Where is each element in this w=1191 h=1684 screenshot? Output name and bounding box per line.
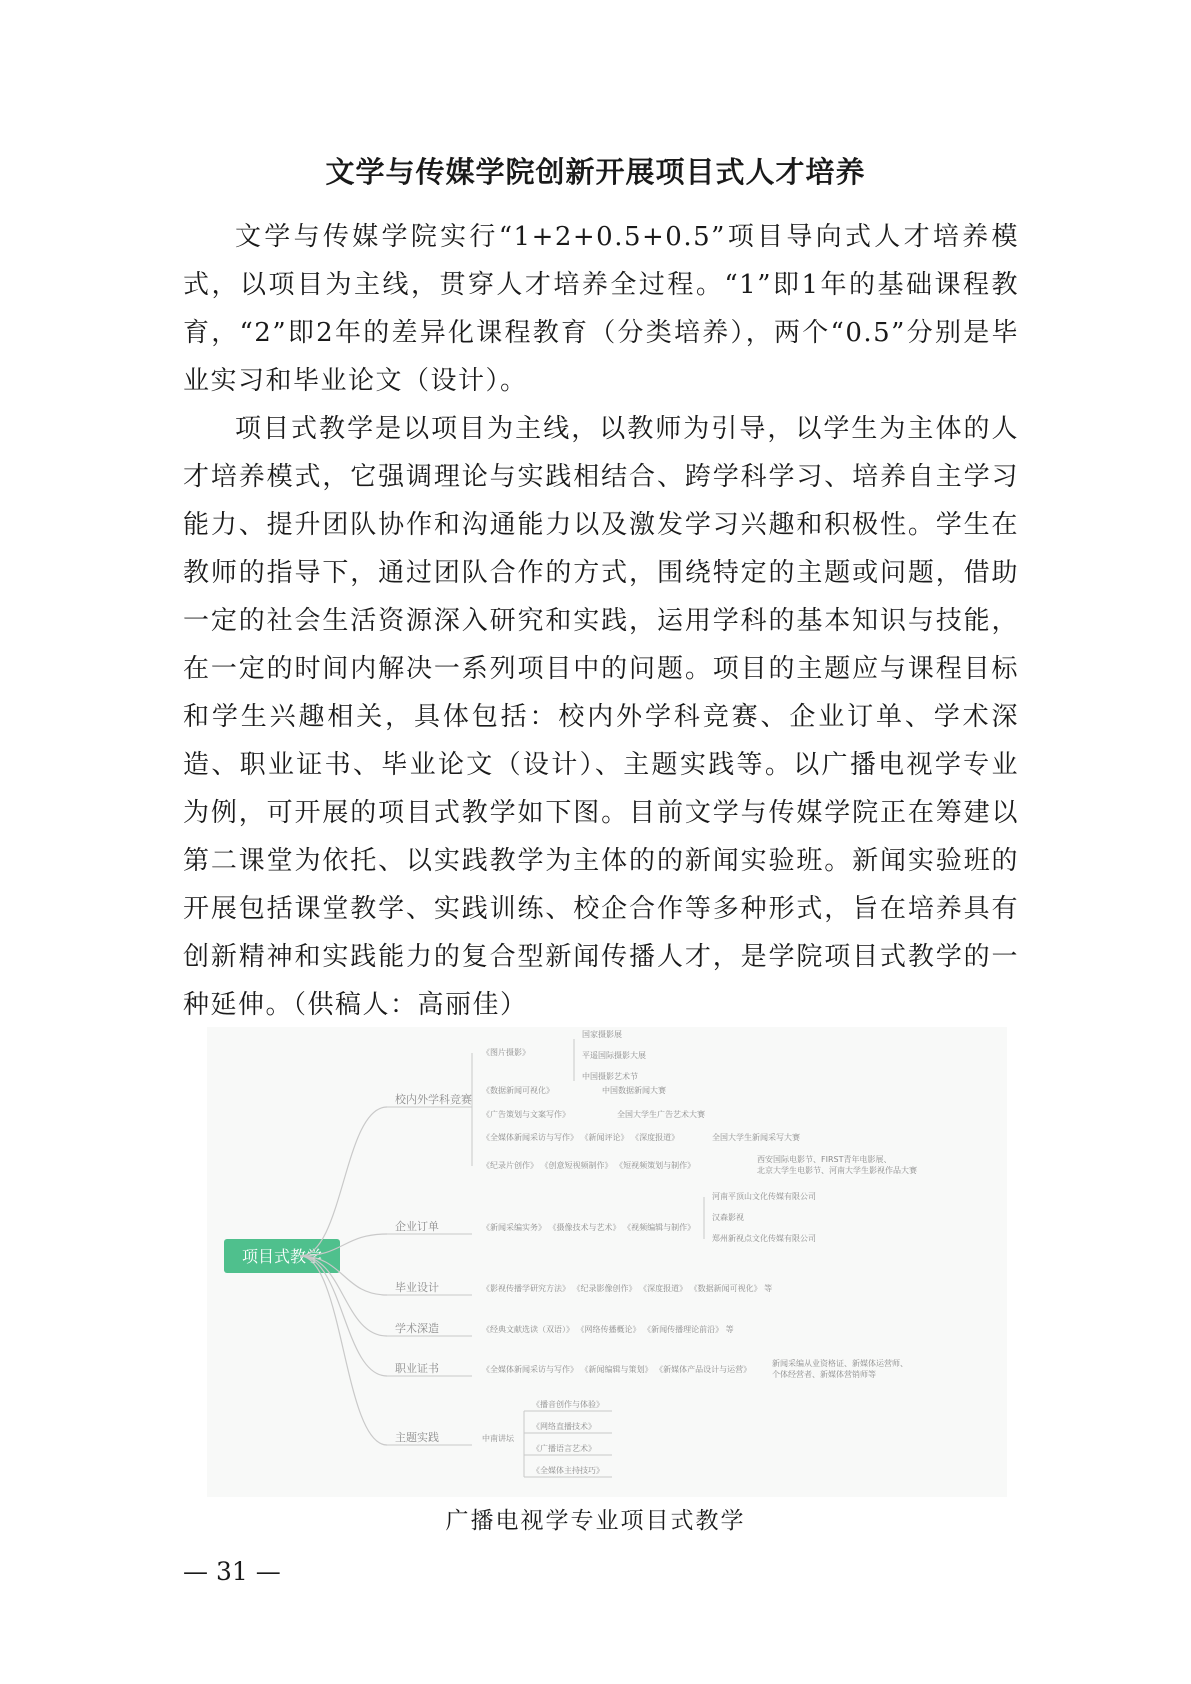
course-label: 《全媒体新闻采访与写作》 《新闻编辑与策划》 《新媒体产品设计与运营》 <box>482 1365 752 1374</box>
target-label: 中国数据新闻大赛 <box>602 1086 666 1095</box>
target-label: 个体经营者、新媒体营销师等 <box>772 1370 876 1379</box>
target-label: 全国大学生广告艺术大赛 <box>617 1110 705 1119</box>
course-label: 《纪录片创作》 《创意短视频制作》 《短视频策划与制作》 <box>482 1161 696 1170</box>
course-label: 《经典文献选读（双语）》 《网络传播概论》 《新闻传播理论前沿》 等 <box>482 1325 734 1334</box>
mindmap-figure <box>207 1027 1007 1497</box>
paragraph-1: 文学与传媒学院实行“1+2+0.5+0.5”项目导向式人才培养模式，以项目为主线，贯穿人才培养全过程。“1”即1年的基础课程教育，“2”即2年的差异化课程教育（分类培养），两个“0.5”分别是毕业实习和毕业论文（设计）。 <box>183 222 1019 396</box>
branch-label: 主题实践 <box>395 1431 439 1444</box>
target-label: 河南平顶山文化传媒有限公司 <box>712 1192 816 1201</box>
target-label: 《全媒体主持技巧》 <box>532 1466 604 1475</box>
branch-label: 学术深造 <box>395 1322 439 1335</box>
target-label: 北京大学生电影节、河南大学生影视作品大赛 <box>757 1166 917 1175</box>
target-label: 新闻采编从业资格证、新媒体运营师、 <box>772 1359 908 1368</box>
figure-caption: 广播电视学专业项目式教学 <box>445 1508 746 1534</box>
target-label: 《网络直播技术》 <box>532 1422 596 1431</box>
course-label: 《数据新闻可视化》 <box>482 1086 554 1095</box>
branch-connector <box>300 1256 387 1445</box>
branch-connector <box>300 1256 387 1376</box>
target-label: 平遥国际摄影大展 <box>582 1051 646 1060</box>
target-label: 全国大学生新闻采写大赛 <box>712 1133 800 1142</box>
branch-label: 企业订单 <box>395 1220 439 1233</box>
document-title: 文学与传媒学院创新开展项目式人才培养 <box>325 155 866 189</box>
target-label: 中国摄影艺术节 <box>582 1072 638 1081</box>
target-label: 《广播语言艺术》 <box>532 1444 596 1453</box>
branch-label: 职业证书 <box>395 1362 439 1375</box>
target-label: 郑州新视点文化传媒有限公司 <box>712 1234 816 1243</box>
course-label: 《图片摄影》 <box>482 1048 530 1057</box>
target-label: 西安国际电影节、FIRST青年电影展、 <box>757 1155 892 1164</box>
branch-label: 校内外学科竞赛 <box>395 1093 472 1106</box>
course-label: 中南讲坛 <box>482 1434 514 1443</box>
branch-label: 毕业设计 <box>395 1281 439 1294</box>
course-label: 《全媒体新闻采访与写作》 《新闻评论》 《深度报道》 <box>482 1133 680 1142</box>
article-body <box>183 213 1019 1029</box>
page-number: — 31 — <box>183 1557 281 1586</box>
course-label: 《广告策划与文案写作》 <box>482 1110 570 1119</box>
root-node-label: 项目式教学 <box>241 1247 323 1266</box>
course-label: 《新闻采编实务》 《摄像技术与艺术》 《视频编辑与制作》 <box>482 1223 696 1232</box>
target-label: 国家摄影展 <box>582 1030 622 1039</box>
target-label: 《播音创作与体验》 <box>532 1400 604 1409</box>
paragraph-2: 项目式教学是以项目为主线，以教师为引导，以学生为主体的人才培养模式，它强调理论与实践相结合、跨学科学习、培养自主学习能力、提升团队协作和沟通能力以及激发学习兴趣和积极性。学生在教师的指导下，通过团队合作的方式，围绕特定的主题或问题，借助一定的社会生活资源深入研究和实践，运用学科的基本知识与技能，在一定的时间内解决一系列项目中的问题。项目的主题应与课程目标和学生兴趣相关，具体包括：校内外学科竞赛、企业订单、学术深造、职业证书、毕业论文（设计）、主题实践等。以广播电视学专业为例，可开展的项目式教学如下图。目前文学与传媒学院正在筹建以第二课堂为依托、以实践教学为主体的的新闻实验班。新闻实验班的开展包括课堂教学、实践训练、校企合作等多种形式，旨在培养具有创新精神和实践能力的复合型新闻传播人才，是学院项目式教学的一种延伸。（供稿人：高丽佳） <box>183 414 1019 1020</box>
target-label: 汉森影视 <box>712 1213 744 1222</box>
mindmap-svg <box>207 1027 1007 1497</box>
course-label: 《影视传播学研究方法》 《纪录影像创作》 《深度报道》 《数据新闻可视化》 等 <box>482 1284 773 1293</box>
branch-connector <box>300 1107 387 1256</box>
